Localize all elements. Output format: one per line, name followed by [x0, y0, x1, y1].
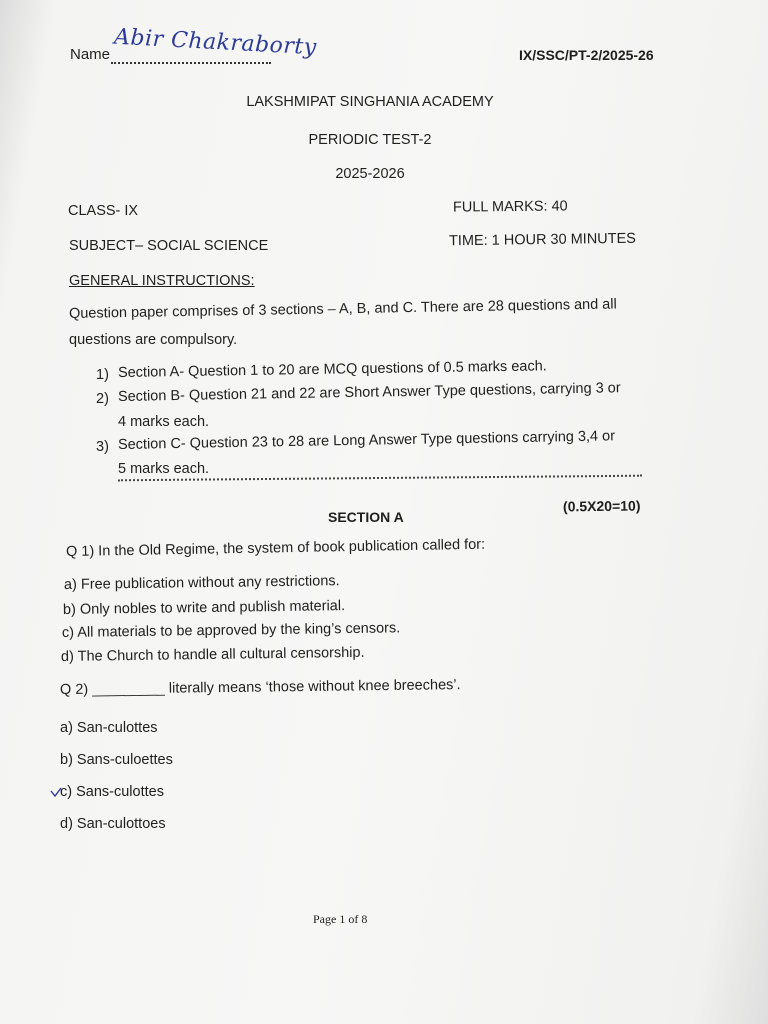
- paper-code: IX/SSC/PT-2/2025-26: [519, 47, 654, 63]
- q1-option-c: c) All materials to be approved by the king’s censors.: [61, 620, 401, 641]
- question-1-number: Q 1): [65, 543, 95, 560]
- q2-option-a: a) San-culottes: [60, 720, 158, 736]
- question-1: [66, 536, 485, 561]
- name-label: Name: [70, 46, 111, 63]
- question-2-number: Q 2): [59, 681, 89, 698]
- page-number: Page 1 of 8: [313, 912, 368, 926]
- instructions-intro-line2: questions are compulsory.: [69, 332, 238, 348]
- section-a-title: SECTION A: [328, 509, 404, 525]
- q1-option-b: b) Only nobles to write and publish material.: [62, 598, 346, 618]
- instruction-num-2: 2): [96, 391, 109, 407]
- academic-year: 2025-2026: [335, 166, 405, 182]
- instruction-text-3: Section C- Question 23 to 28 are Long Answer Type questions carrying 3,4 or: [117, 428, 616, 453]
- section-a-marks: (0.5X20=10): [562, 497, 641, 515]
- instructions-heading: GENERAL INSTRUCTIONS:: [69, 273, 255, 289]
- subject-label: SUBJECT– SOCIAL SCIENCE: [69, 238, 269, 254]
- instruction-text-2b: 4 marks each.: [118, 414, 210, 430]
- test-name: PERIODIC TEST-2: [308, 132, 432, 148]
- class-label: CLASS- IX: [68, 203, 139, 219]
- instruction-num-1: 1): [96, 367, 109, 383]
- instructions-intro-line1: Question paper comprises of 3 sections – A, B, and C. There are 28 questions and all: [68, 296, 617, 322]
- q1-option-d: d) The Church to handle all cultural censorship.: [60, 644, 365, 665]
- time-label: TIME: 1 HOUR 30 MINUTES: [448, 230, 637, 250]
- q1-option-a: a) Free publication without any restrictions.: [63, 573, 340, 593]
- question-2: [60, 676, 461, 699]
- question-2-text: literally means ‘those without knee breeches’.: [168, 677, 461, 697]
- q2-option-c: c) Sans-culottes: [60, 784, 164, 800]
- question-2-blank: _________: [92, 680, 165, 698]
- instruction-text-2: Section B- Question 21 and 22 are Short Answer Type questions, carrying 3 or: [117, 380, 621, 405]
- instruction-num-3: 3): [96, 439, 109, 455]
- question-1-text: In the Old Regime, the system of book publication called for:: [98, 536, 486, 560]
- q2-option-b: b) Sans-culoettes: [60, 752, 173, 768]
- instruction-text-1: Section A- Question 1 to 20 are MCQ questions of 0.5 marks each.: [117, 358, 547, 381]
- q2-option-d: d) San-culottoes: [60, 816, 166, 832]
- full-marks: FULL MARKS: 40: [452, 198, 568, 216]
- student-name-handwritten: Abir Chakraborty: [113, 24, 318, 61]
- school-name: LAKSHMIPAT SINGHANIA ACADEMY: [246, 94, 494, 110]
- instruction-text-3b: 5 marks each.: [118, 461, 210, 477]
